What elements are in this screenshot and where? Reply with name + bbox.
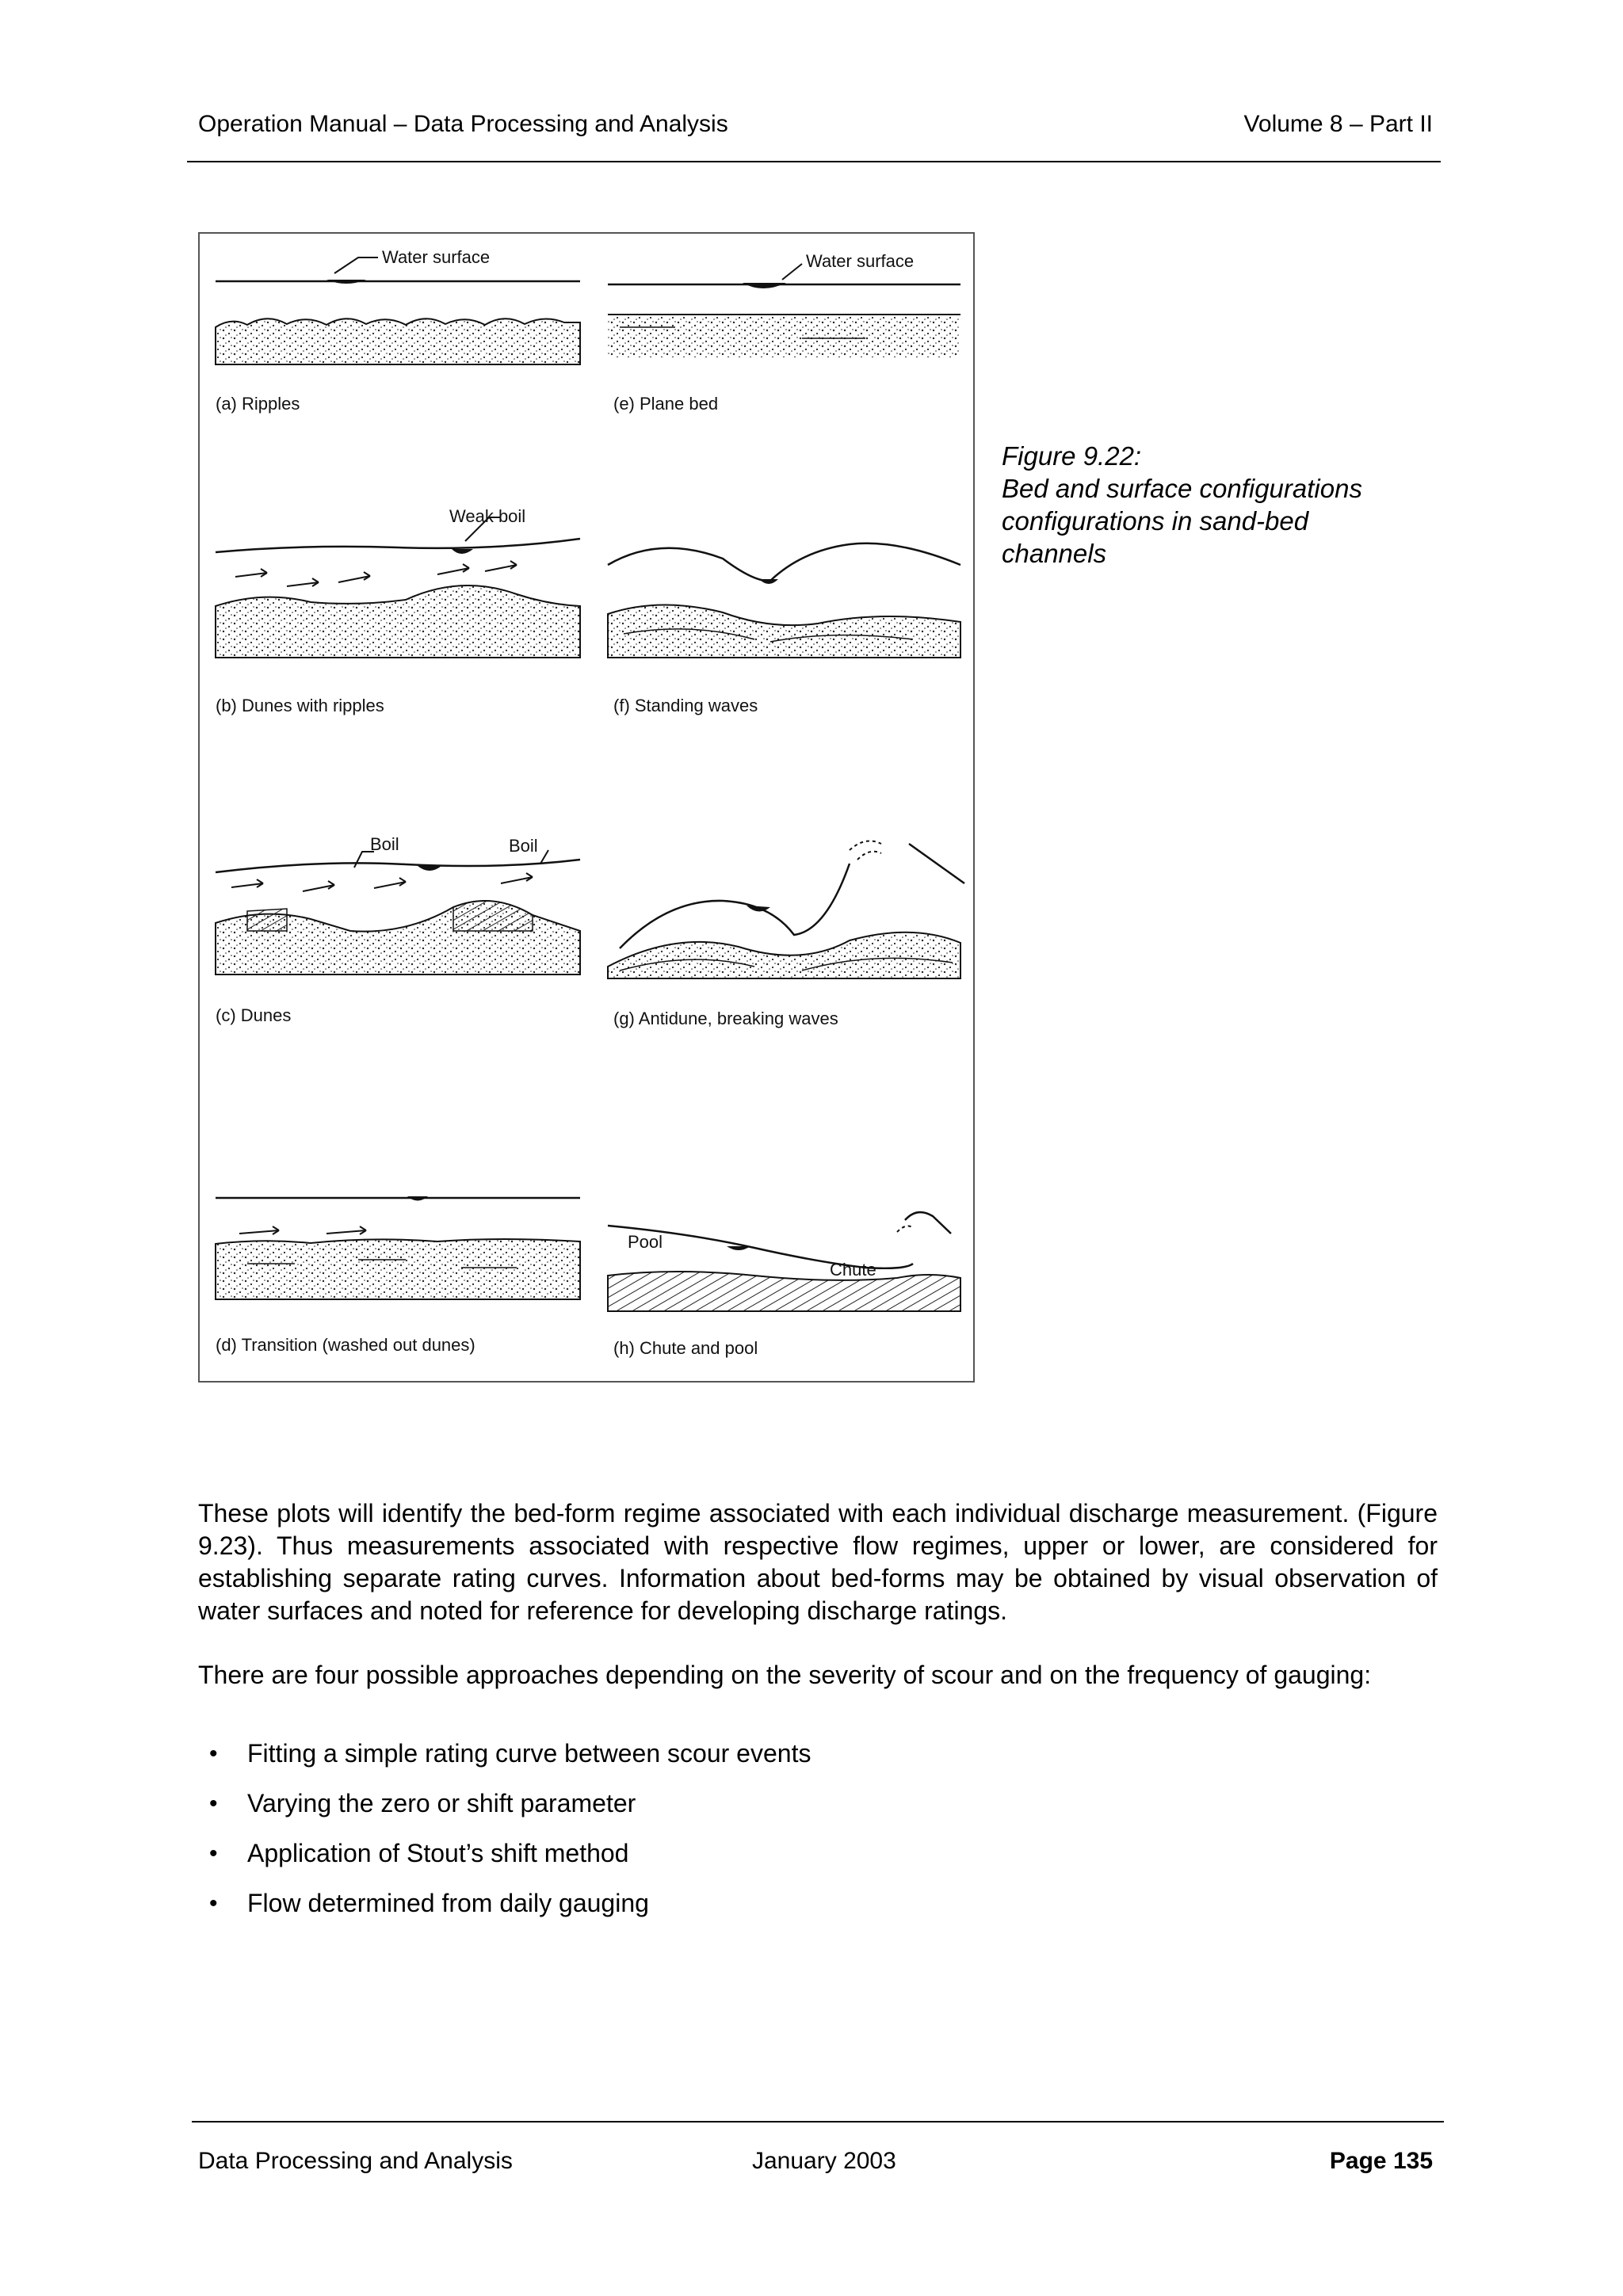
approach-list	[198, 1737, 1308, 1937]
panel-d-label: (d) Transition (washed out dunes)	[216, 1335, 475, 1355]
header-volume: Volume 8 – Part II	[1243, 111, 1433, 137]
panel-b-annotation: Weak boil	[449, 506, 526, 526]
panel-c-annotation-2: Boil	[509, 836, 538, 856]
figure-caption	[1002, 440, 1445, 570]
panel-f-label: (f) Standing waves	[613, 696, 758, 715]
bullet-icon: •	[209, 1791, 218, 1817]
bullet-icon: •	[209, 1840, 218, 1867]
bullet-icon: •	[209, 1890, 218, 1917]
caption-number: Figure 9.22:	[1002, 441, 1142, 471]
panel-f-standing-waves	[608, 543, 960, 715]
bedform-diagram	[200, 234, 973, 1381]
body-paragraph-1: These plots will identify the bed-form regime associated with each individual discharge measurement. (Figure 9.23). Thus measurements associated with respective flow regimes, upper or lower, are considered for establishing separate rating curves. Information about bed-forms may be obtained by visual observation of water surfaces and noted for reference for developing discharge ratings.	[198, 1499, 1438, 1625]
panel-c-label: (c) Dunes	[216, 1005, 292, 1025]
panel-h-annotation-2: Chute	[830, 1260, 876, 1280]
bullet-icon: •	[209, 1741, 218, 1767]
list-item-text: Application of Stout’s shift method	[247, 1839, 629, 1867]
list-item	[198, 1837, 1308, 1887]
panel-e-annotation: Water surface	[806, 251, 915, 271]
panel-c-annotation-1: Boil	[370, 834, 399, 854]
list-item-text: Flow determined from daily gauging	[247, 1889, 649, 1917]
caption-line-3: configurations in sand-bed	[1002, 506, 1309, 536]
panel-a-ripples	[216, 247, 580, 414]
caption-line-4: channels	[1002, 539, 1107, 568]
bedform-figure	[198, 232, 975, 1383]
panel-a-annotation: Water surface	[382, 247, 491, 267]
footer-date: January 2003	[752, 2148, 896, 2174]
panel-e-plane-bed	[608, 251, 960, 414]
panel-c-dunes	[216, 834, 580, 1025]
panel-g-antidune	[608, 841, 964, 1028]
panel-h-label: (h) Chute and pool	[613, 1338, 758, 1358]
list-item-text: Varying the zero or shift parameter	[247, 1789, 636, 1817]
panel-h-annotation-1: Pool	[628, 1232, 663, 1252]
footer-rule	[192, 2121, 1444, 2122]
footer-section: Data Processing and Analysis	[198, 2148, 513, 2174]
caption-line-2: Bed and surface configurations	[1002, 474, 1362, 503]
list-item	[198, 1887, 1308, 1937]
panel-h-chute-and-pool	[608, 1212, 960, 1358]
header-title: Operation Manual – Data Processing and Analysis	[198, 111, 728, 137]
list-item-text: Fitting a simple rating curve between scour events	[247, 1739, 812, 1768]
list-item	[198, 1737, 1308, 1787]
header-rule	[187, 161, 1441, 162]
panel-g-label: (g) Antidune, breaking waves	[613, 1009, 838, 1028]
page-number: Page 135	[1329, 2148, 1433, 2174]
panel-b-dunes-with-ripples	[216, 506, 580, 715]
panel-b-label: (b) Dunes with ripples	[216, 696, 384, 715]
panel-a-label: (a) Ripples	[216, 394, 300, 414]
panel-e-label: (e) Plane bed	[613, 394, 719, 414]
panel-d-transition	[216, 1196, 580, 1355]
list-item	[198, 1787, 1308, 1837]
body-paragraph-2: There are four possible approaches depending on the severity of scour and on the frequency of gauging:	[198, 1661, 1372, 1689]
